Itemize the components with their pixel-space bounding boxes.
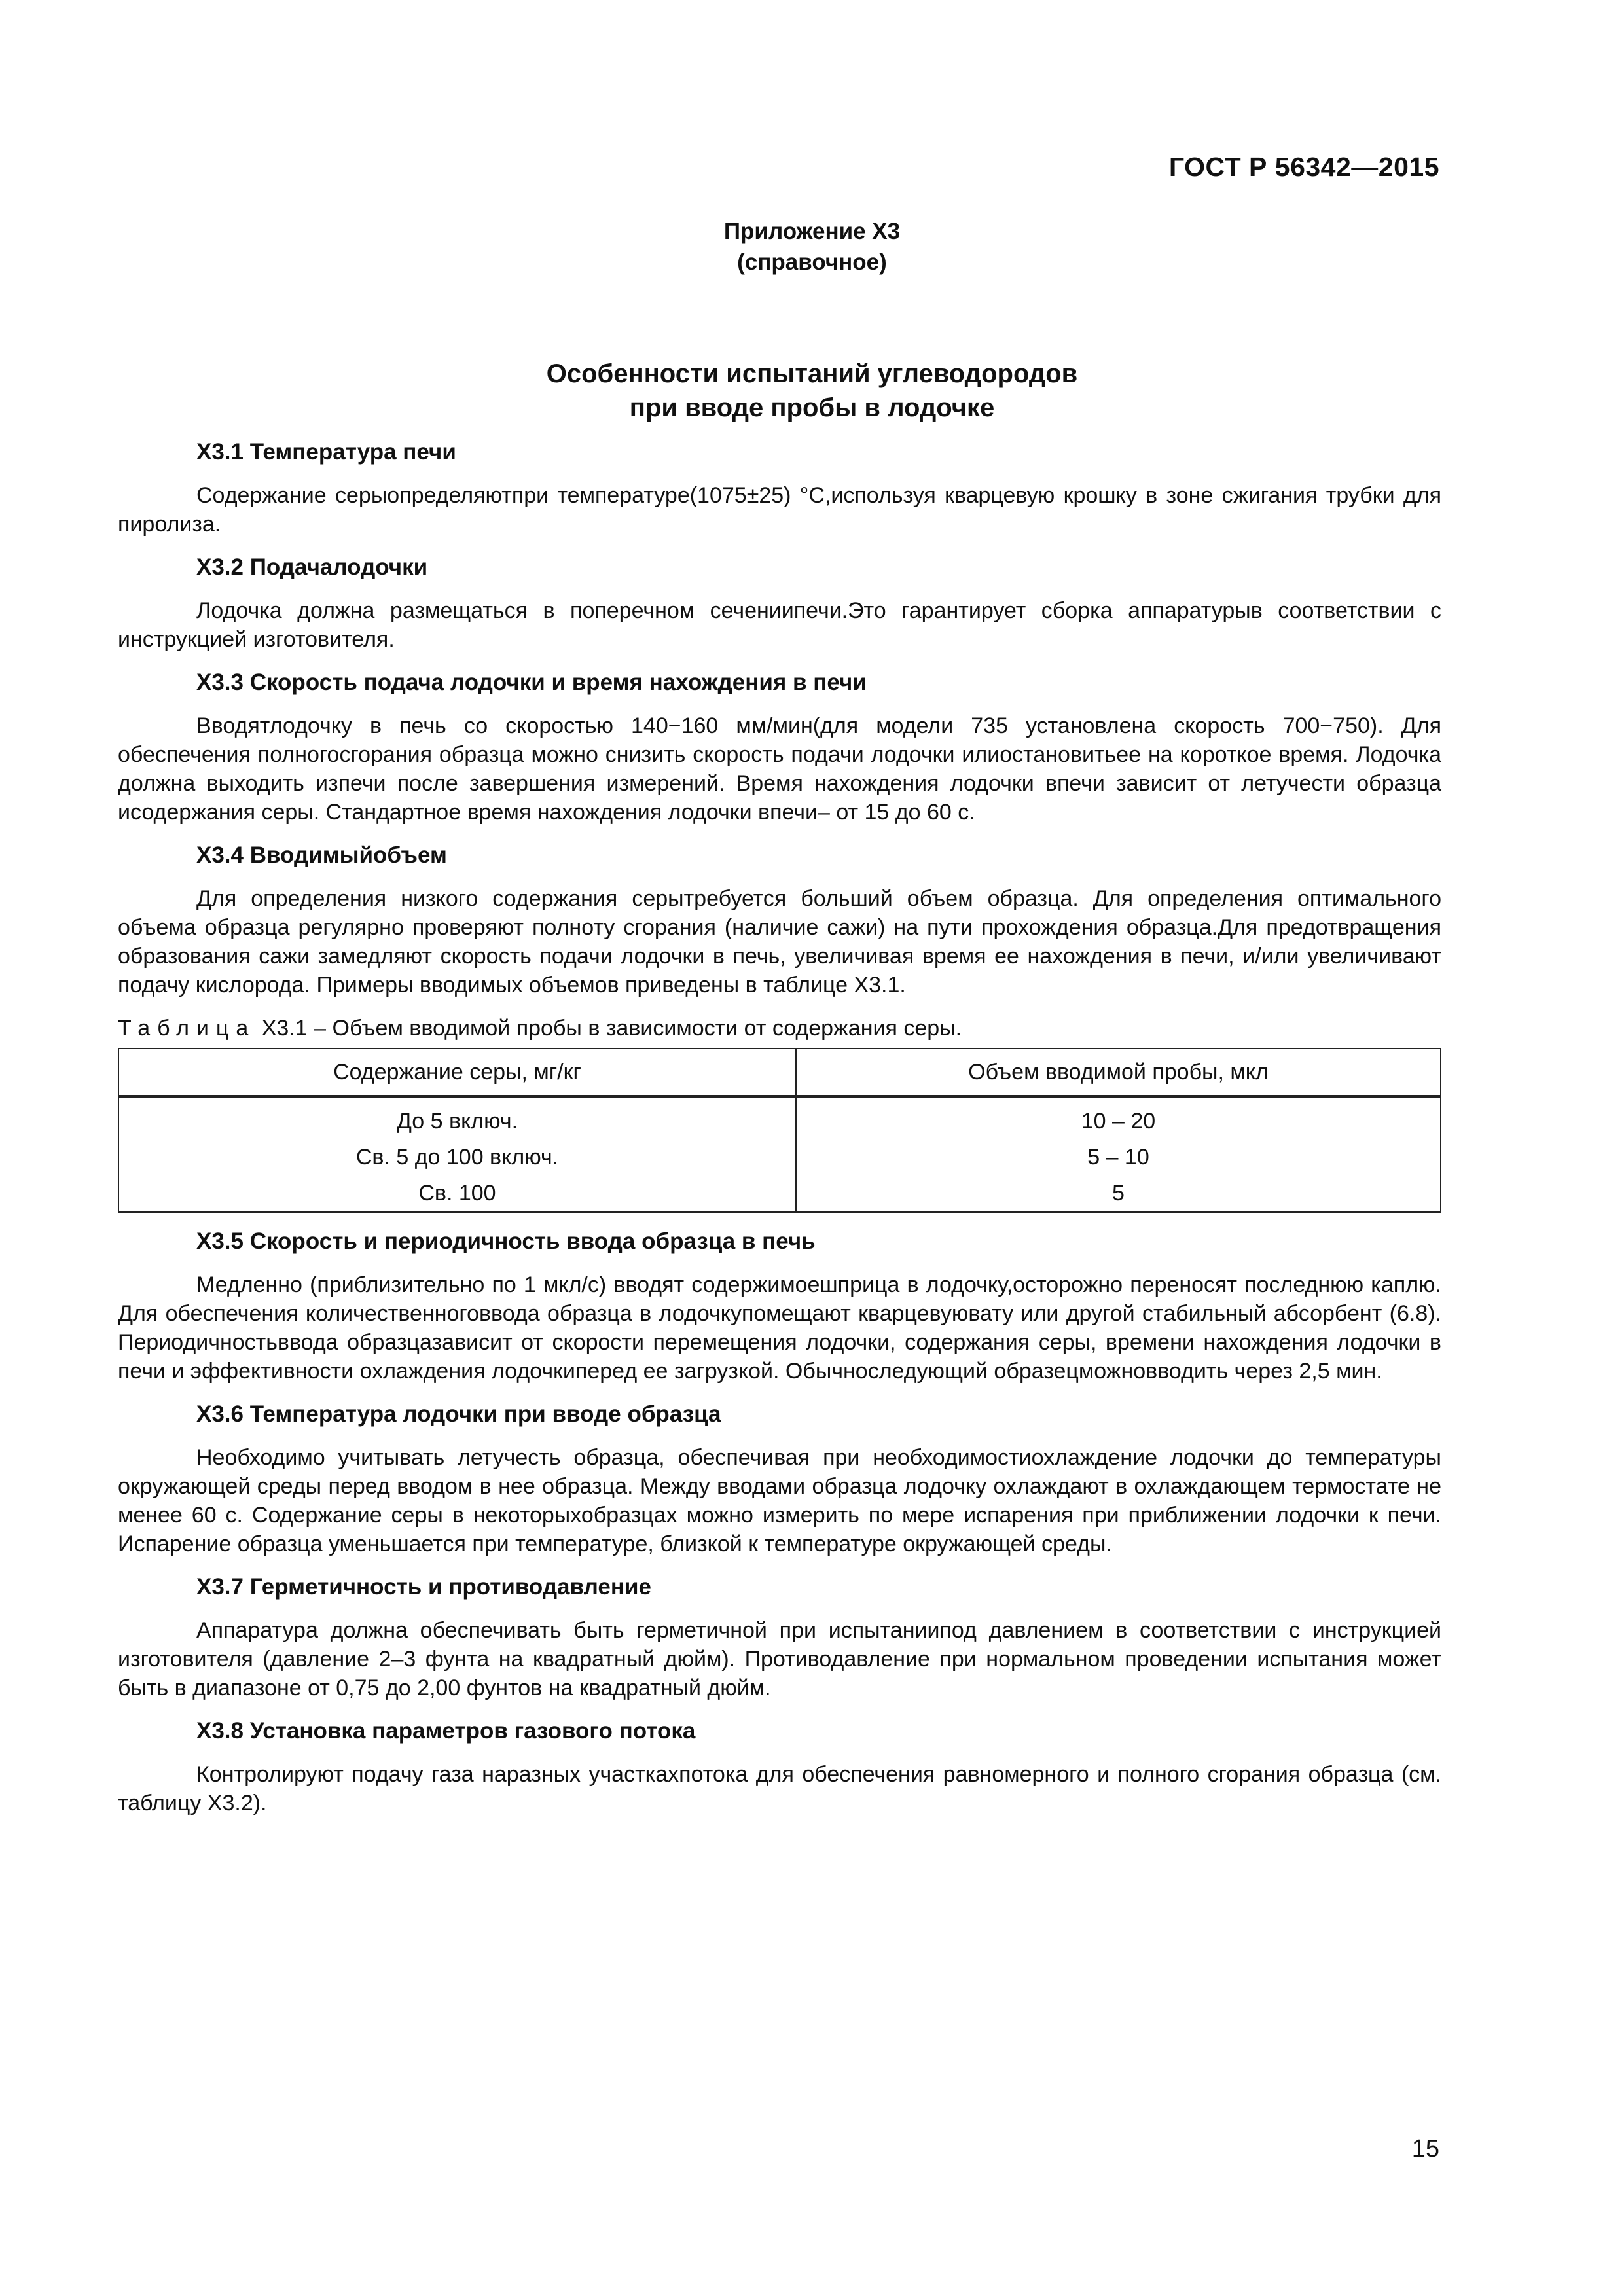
table-header-row	[118, 1049, 1441, 1097]
section-heading-x3-2: Х3.2 Подачалодочки	[196, 554, 428, 580]
section-heading-x3-1: Х3.1 Температура печи	[196, 439, 456, 465]
table-cell-sulfur: Св. 100	[118, 1175, 796, 1212]
page-number: 15	[1411, 2135, 1439, 2162]
section-text-x3-6: Необходимо учитывать летучесть образца, обеспечивая при необходимостиохлаждение лодочки до температуры окружающей среды перед вводом в нее образца. Между вводами образца лодочку охлаждают в охлаждающем термостате не менее 60 с. Содержание серы в некоторыхобразцах можно измерить по мере испарения при приближении лодочки к печи. Испарение образца уменьшается при температуре, близкой к температуре окружающей среды.	[118, 1445, 1441, 1556]
section-heading-x3-5: Х3.5 Скорость и периодичность ввода образца в печь	[196, 1229, 816, 1254]
main-title	[0, 357, 1624, 425]
table-caption	[118, 1014, 1441, 1043]
annex-heading	[0, 216, 1624, 278]
section-text-x3-5: Медленно (приблизительно по 1 мкл/с) вводят содержимоешприца в лодочку,осторожно переносят последнюю каплю. Для обеспечения количественноговвода образца в лодочкупомещают кварцевуювату или другой стабильный абсорбент (6.8). Периодичностьввода образцазависит от скорости перемещения лодочки, содержания серы, времени нахождения лодочки в печи и эффективности охлаждения лодочкиперед ее загрузкой. Обычноследующий образецможновводить через 2,5 мин.	[118, 1272, 1441, 1384]
section-text-x3-7: Аппаратура должна обеспечивать быть герметичной при испытаниипод давлением в соответствии с инструкцией изготовителя (давление 2–3 фунта на квадратный дюйм). Противодавление при нормальном проведении испытания может быть в диапазоне от 0,75 до 2,00 фунтов на квадратный дюйм.	[118, 1618, 1441, 1700]
section-heading-x3-8: Х3.8 Установка параметров газового потока	[196, 1718, 696, 1744]
section-heading-x3-6: Х3.6 Температура лодочки при вводе образца	[196, 1401, 721, 1427]
table-caption-text: Х3.1 – Объем вводимой пробы в зависимости от содержания серы.	[255, 1016, 962, 1041]
table-row	[118, 1139, 1441, 1175]
section-heading-x3-4: Х3.4 Вводимыйобъем	[196, 842, 447, 868]
annex-status: (справочное)	[737, 249, 887, 275]
section-heading-x3-3: Х3.3 Скорость подача лодочки и время нахождения в печи	[196, 670, 867, 695]
section-text-x3-4: Для определения низкого содержания серытребуется больший объем образца. Для определения оптимального объема образца регулярно проверяют полноту сгорания (наличие сажи) на пути прохождения образца.Для предотвращения образования сажи замедляют скорость подачи лодочки в печь, увеличивая время ее нахождения в печи, и/или увеличивают подачу кислорода. Примеры вводимых объемов приведены в таблице Х3.1.	[118, 886, 1441, 997]
section-heading-x3-7: Х3.7 Герметичность и противодавление	[196, 1574, 651, 1600]
table-row	[118, 1097, 1441, 1140]
main-title-line2: при вводе пробы в лодочке	[629, 393, 995, 422]
main-title-line1: Особенности испытаний углеводородов	[546, 359, 1078, 388]
table-cell-sulfur: Св. 5 до 100 включ.	[118, 1139, 796, 1175]
table-cell-sulfur: До 5 включ.	[118, 1097, 796, 1140]
sulfur-volume-table	[118, 1048, 1441, 1213]
document-body	[118, 438, 1441, 1832]
section-text-x3-2: Лодочка должна размещаться в поперечном сечениипечи.Это гарантирует сборка аппаратурыв соответствии с инструкцией изготовителя.	[118, 598, 1441, 652]
section-text-x3-3: Вводятлодочку в печь со скоростью 140−160 мм/мин(для модели 735 установлена скорость 700−750). Для обеспечения полногосгорания образца можно снизить скорость подачи лодочки илиостановитьее на короткое время. Лодочка должна выходить изпечи после завершения измерений. Время нахождения лодочки впечи зависит от летучести образца исодержания серы. Стандартное время нахождения лодочки впечи– от 15 до 60 с.	[118, 713, 1441, 825]
table-cell-volume: 5 – 10	[796, 1139, 1441, 1175]
section-text-x3-1: Содержание серыопределяютпри температуре(1075±25) °С,используя кварцевую крошку в зоне сжигания трубки для пиролиза.	[118, 483, 1441, 537]
table-header-sulfur: Содержание серы, мг/кг	[118, 1049, 796, 1097]
table-caption-word: Таблица	[118, 1016, 256, 1041]
table-cell-volume: 5	[796, 1175, 1441, 1212]
annex-title: Приложение Х3	[723, 219, 901, 244]
document-code: ГОСТ Р 56342—2015	[1168, 152, 1439, 182]
section-text-x3-8: Контролируют подачу газа наразных участкахпотока для обеспечения равномерного и полного сгорания образца (см. таблицу Х3.2).	[118, 1762, 1441, 1816]
table-row	[118, 1175, 1441, 1212]
table-cell-volume: 10 – 20	[796, 1097, 1441, 1140]
table-header-volume: Объем вводимой пробы, мкл	[796, 1049, 1441, 1097]
